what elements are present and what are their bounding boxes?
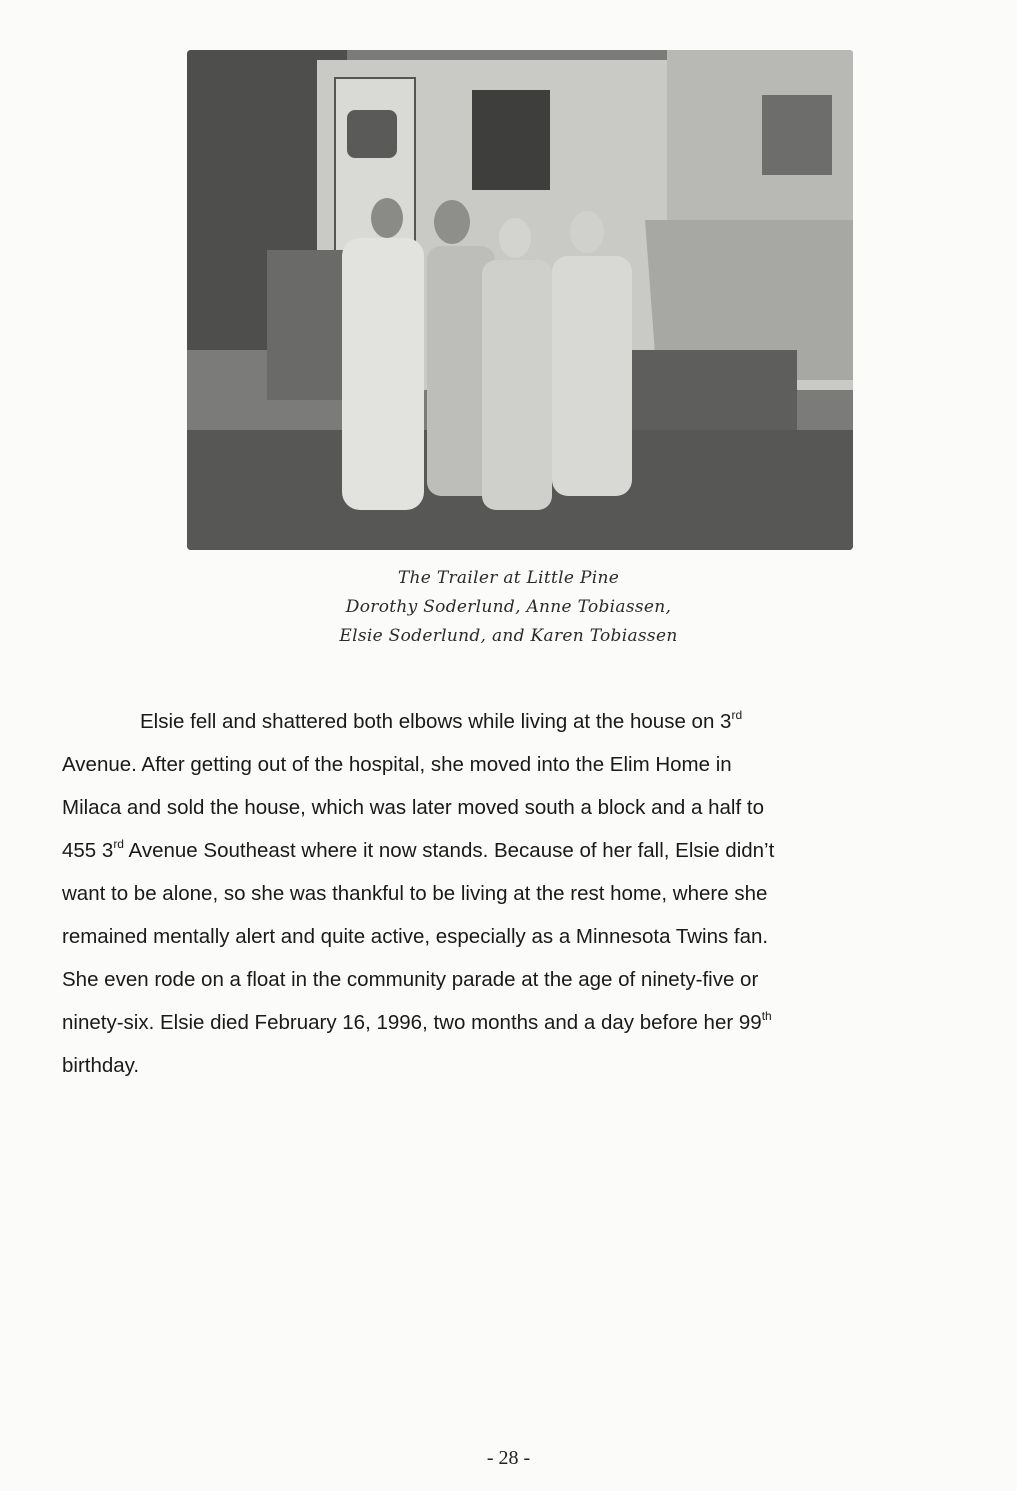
superscript: th	[761, 1009, 772, 1023]
text-run: 455 3	[62, 839, 114, 862]
photo-illustration	[187, 50, 853, 550]
paragraph-line: Avenue. After getting out of the hospital, she moved into the Elim Home in	[62, 753, 732, 776]
paragraph-line	[62, 829, 952, 872]
paragraph-line: want to be alone, so she was thankful to be living at the rest home, where she	[62, 882, 768, 905]
caption-names-line-1: Dorothy Soderlund, Anne Tobiassen,	[345, 597, 672, 617]
paragraph-line: Milaca and sold the house, which was later moved south a block and a half to	[62, 796, 764, 819]
superscript: rd	[113, 837, 124, 851]
caption-names-line-2: Elsie Soderlund, and Karen Tobiassen	[339, 626, 678, 646]
paragraph-line	[62, 1001, 952, 1044]
paragraph-line: remained mentally alert and quite active, especially as a Minnesota Twins fan.	[62, 925, 769, 948]
paragraph-line: birthday.	[62, 1054, 140, 1077]
paragraph-line: She even rode on a float in the community parade at the age of ninety-five or	[62, 968, 759, 991]
page-number: - 28 -	[486, 1447, 531, 1469]
caption-title: The Trailer at Little Pine	[397, 568, 620, 588]
text-run: ninety-six. Elsie died February 16, 1996, two months and a day before her 99	[62, 1011, 762, 1034]
superscript: rd	[731, 708, 743, 722]
photo-caption	[0, 564, 1017, 651]
body-paragraph	[62, 700, 952, 1087]
text-run: Avenue Southeast where it now stands. Because of her fall, Elsie didn’t	[123, 839, 775, 862]
paragraph-line	[62, 700, 952, 743]
trailer-photo	[187, 50, 853, 550]
text-run: Elsie fell and shattered both elbows while living at the house on 3	[140, 710, 732, 733]
